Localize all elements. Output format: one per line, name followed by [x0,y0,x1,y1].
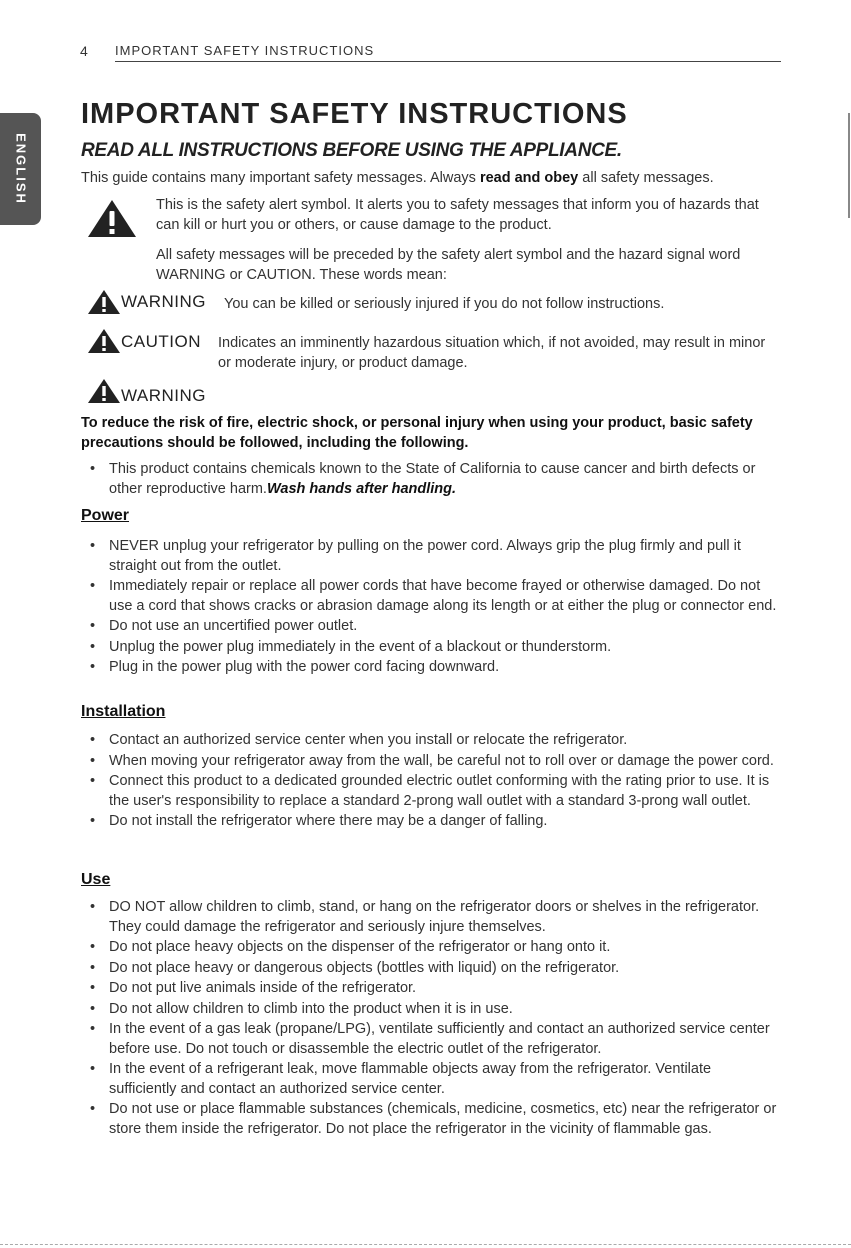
section-heading-use: Use [81,871,111,888]
prop65-text: This product contains chemicals known to the State of California to cause cancer and birth defects or other reproductive harm. [109,461,756,497]
signal-words-description: All safety messages will be preceded by the safety alert symbol and the hazard signal word WARNING or CAUTION. These words mean: [156,247,741,283]
power-list [90,537,780,679]
list-item: • Do not allow children to climb into the product when it is in use. [90,1000,780,1020]
list-item [90,460,780,499]
list-item: • Contact an authorized service center when you install or relocate the refrigerator. [90,731,780,751]
prop65-list [90,460,780,500]
page-subtitle: READ ALL INSTRUCTIONS BEFORE USING THE APPLIANCE. [81,140,622,161]
installation-list [90,731,780,833]
caution-signal-word: CAUTION [121,332,201,351]
header-rule [115,61,781,62]
list-item: • In the event of a refrigerant leak, move flammable objects away from the refrigerator. Ventilate sufficiently and contact an authorized service center. [90,1060,780,1099]
list-item: • DO NOT allow children to climb, stand, or hang on the refrigerator doors or shelves in the refrigerator. They could damage the refrigerator and seriously injure themselves. [90,898,780,937]
page-edge [0,1244,851,1245]
alert-symbol-description: This is the safety alert symbol. It alerts you to safety messages that inform you of hazards that can kill or hurt you or others, or cause damage to the product. [156,197,759,233]
list-item: • Do not place heavy or dangerous objects (bottles with liquid) on the refrigerator. [90,959,780,979]
page-title: IMPORTANT SAFETY INSTRUCTIONS [81,98,628,130]
section-heading-power: Power [81,507,130,524]
list-item: • Plug in the power plug with the power cord facing downward. [90,658,780,678]
intro-before: This guide contains many important safety messages. Always [81,170,480,186]
caution-alert-icon [87,328,121,354]
page-number: 4 [80,43,89,59]
prop65-emphasis: Wash hands after handling. [266,480,457,497]
use-list [90,898,780,1140]
warning-signal-word: WARNING [121,292,207,311]
warning-alert-icon [87,289,121,315]
list-item: • Do not install the refrigerator where there may be a danger of falling. [90,812,780,832]
list-item: • Connect this product to a dedicated grounded electric outlet conforming with the rating prior to use. It is the user's responsibility to replace a standard 2-prong wall outlet with a standard 3-prong wall outlet. [90,772,780,811]
list-item: • When moving your refrigerator away from the wall, be careful not to roll over or damage the power cord. [90,752,780,772]
list-item: • Unplug the power plug immediately in the event of a blackout or thunderstorm. [90,638,780,658]
list-item: • Do not use an uncertified power outlet. [90,617,780,637]
list-item: • Do not use or place flammable substances (chemicals, medicine, cosmetics, etc) near the refrigerator or store them inside the refrigerator. Do not place the refrigerator in the vicinity of flammable gas. [90,1100,780,1139]
running-title: IMPORTANT SAFETY INSTRUCTIONS [115,43,375,58]
warning-definition: You can be killed or seriously injured if you do not follow instructions. [224,296,665,312]
safety-alert-icon [86,199,138,239]
language-tab [0,113,41,225]
intro-paragraph [81,168,781,188]
warning-heading: WARNING [121,386,207,405]
list-item: • Immediately repair or replace all power cords that have become frayed or otherwise damaged. Do not use a cord that shows cracks or abrasion damage along its length or at either the plug or connector end. [90,577,780,616]
intro-after: all safety messages. [578,170,714,186]
list-item: • Do not place heavy objects on the dispenser of the refrigerator or hang onto it. [90,938,780,958]
edge-mark [848,113,850,218]
list-item: • NEVER unplug your refrigerator by pulling on the power cord. Always grip the plug firmly and pull it straight out from the outlet. [90,537,780,576]
list-item: • Do not put live animals inside of the refrigerator. [90,979,780,999]
list-item: • In the event of a gas leak (propane/LPG), ventilate sufficiently and contact an authorized service center before use. Do not touch or disassemble the electric outlet of the refrigerator. [90,1020,780,1059]
intro-bold: read and obey [479,170,579,186]
caution-definition: Indicates an imminently hazardous situation which, if not avoided, may result in minor or moderate injury, or product damage. [218,335,766,371]
language-tab-label: ENGLISH [13,133,28,205]
warning-heading-icon [87,378,121,404]
basic-precautions: To reduce the risk of fire, electric shock, or personal injury when using your product, basic safety precautions should be followed, including the following. [81,415,753,451]
section-heading-installation: Installation [81,703,166,720]
